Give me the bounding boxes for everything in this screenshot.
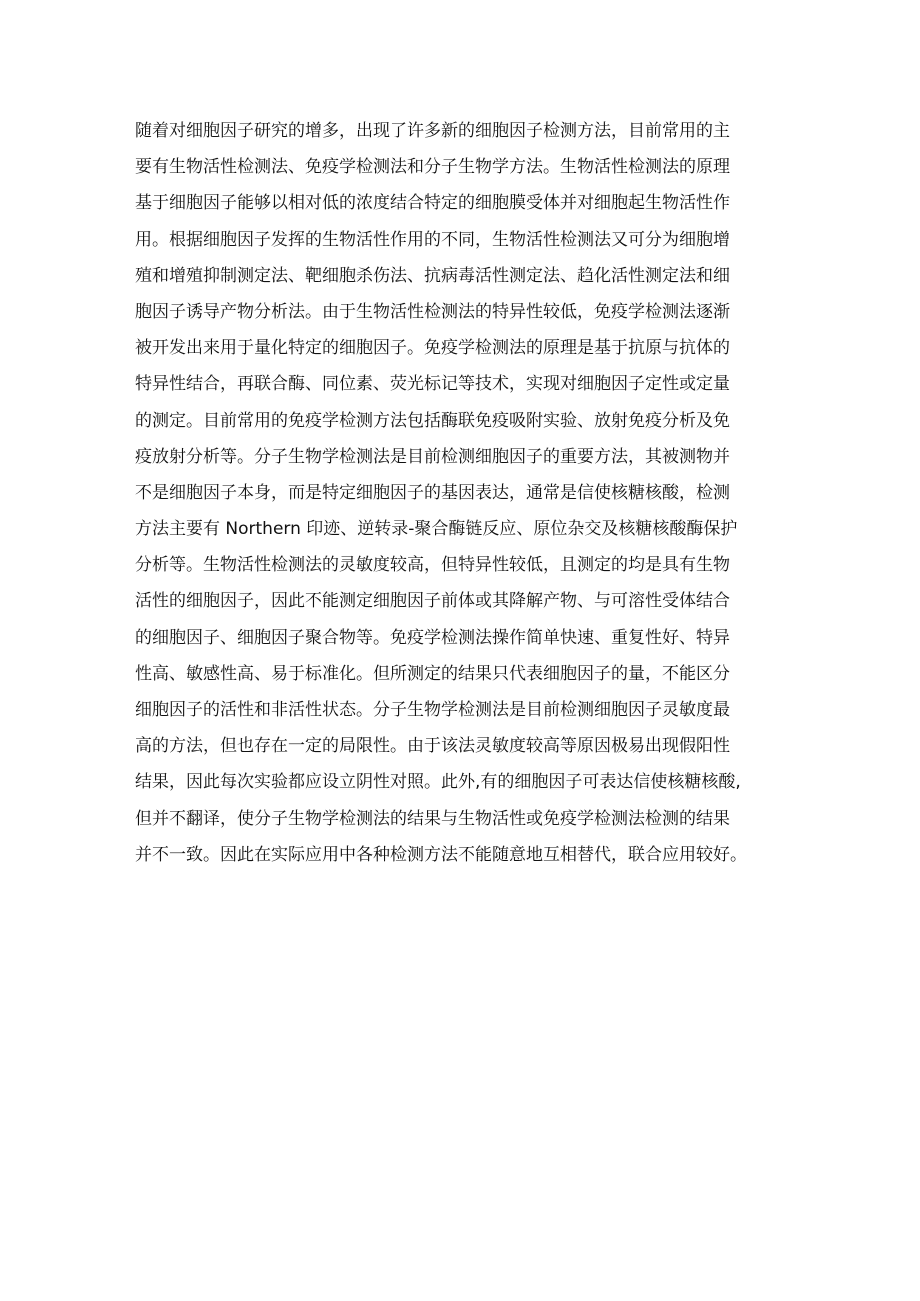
text-line: 基于细胞因子能够以相对低的浓度结合特定的细胞膜受体并对细胞起生物活性作 <box>135 193 730 214</box>
text-line: 性高、敏感性高、易于标准化。但所测定的结果只代表细胞因子的量，不能区分 <box>135 663 730 684</box>
text-line: 胞因子诱导产物分析法。由于生物活性检测法的特异性较低，免疫学检测法逐渐 <box>135 301 730 322</box>
body-paragraph <box>135 113 795 873</box>
text-line: 结果，因此每次实验都应设立阴性对照。此外,有的细胞因子可表达信使核糖核酸, <box>135 772 741 793</box>
text-line: 并不一致。因此在实际应用中各种检测方法不能随意地互相替代，联合应用较好。 <box>135 844 747 865</box>
text-line: 被开发出来用于量化特定的细胞因子。免疫学检测法的原理是基于抗原与抗体的 <box>135 338 730 359</box>
text-line: 的测定。目前常用的免疫学检测方法包括酶联免疫吸附实验、放射免疫分析及免 <box>135 410 730 431</box>
text-line: 高的方法，但也存在一定的局限性。由于该法灵敏度较高等原因极易出现假阳性 <box>135 736 730 757</box>
text-line: 的细胞因子、细胞因子聚合物等。免疫学检测法操作简单快速、重复性好、特异 <box>135 627 730 648</box>
text-line: 特异性结合，再联合酶、同位素、荧光标记等技术，实现对细胞因子定性或定量 <box>135 374 730 395</box>
text-line: 但并不翻译，使分子生物学检测法的结果与生物活性或免疫学检测法检测的结果 <box>135 808 730 829</box>
text-line: 用。根据细胞因子发挥的生物活性作用的不同，生物活性检测法又可分为细胞增 <box>135 229 730 250</box>
text-line: 活性的细胞因子，因此不能测定细胞因子前体或其降解产物、与可溶性受体结合 <box>135 591 730 612</box>
text-line: 分析等。生物活性检测法的灵敏度较高，但特异性较低，且测定的均是具有生物 <box>135 555 730 576</box>
text-line: 不是细胞因子本身，而是特定细胞因子的基因表达，通常是信使核糖核酸，检测 <box>135 482 730 503</box>
text-line: 要有生物活性检测法、免疫学检测法和分子生物学方法。生物活性检测法的原理 <box>135 157 730 178</box>
text-line: 疫放射分析等。分子生物学检测法是目前检测细胞因子的重要方法，其被测物并 <box>135 446 730 467</box>
text-line: 殖和增殖抑制测定法、靶细胞杀伤法、抗病毒活性测定法、趋化活性测定法和细 <box>135 265 730 286</box>
text-line: 随着对细胞因子研究的增多，出现了许多新的细胞因子检测方法，目前常用的主 <box>135 121 730 141</box>
text-line: 细胞因子的活性和非活性状态。分子生物学检测法是目前检测细胞因子灵敏度最 <box>135 700 730 720</box>
text-line: 方法主要有 Northern 印迹、逆转录-聚合酶链反应、原位杂交及核糖核酸酶保护 <box>135 519 738 540</box>
